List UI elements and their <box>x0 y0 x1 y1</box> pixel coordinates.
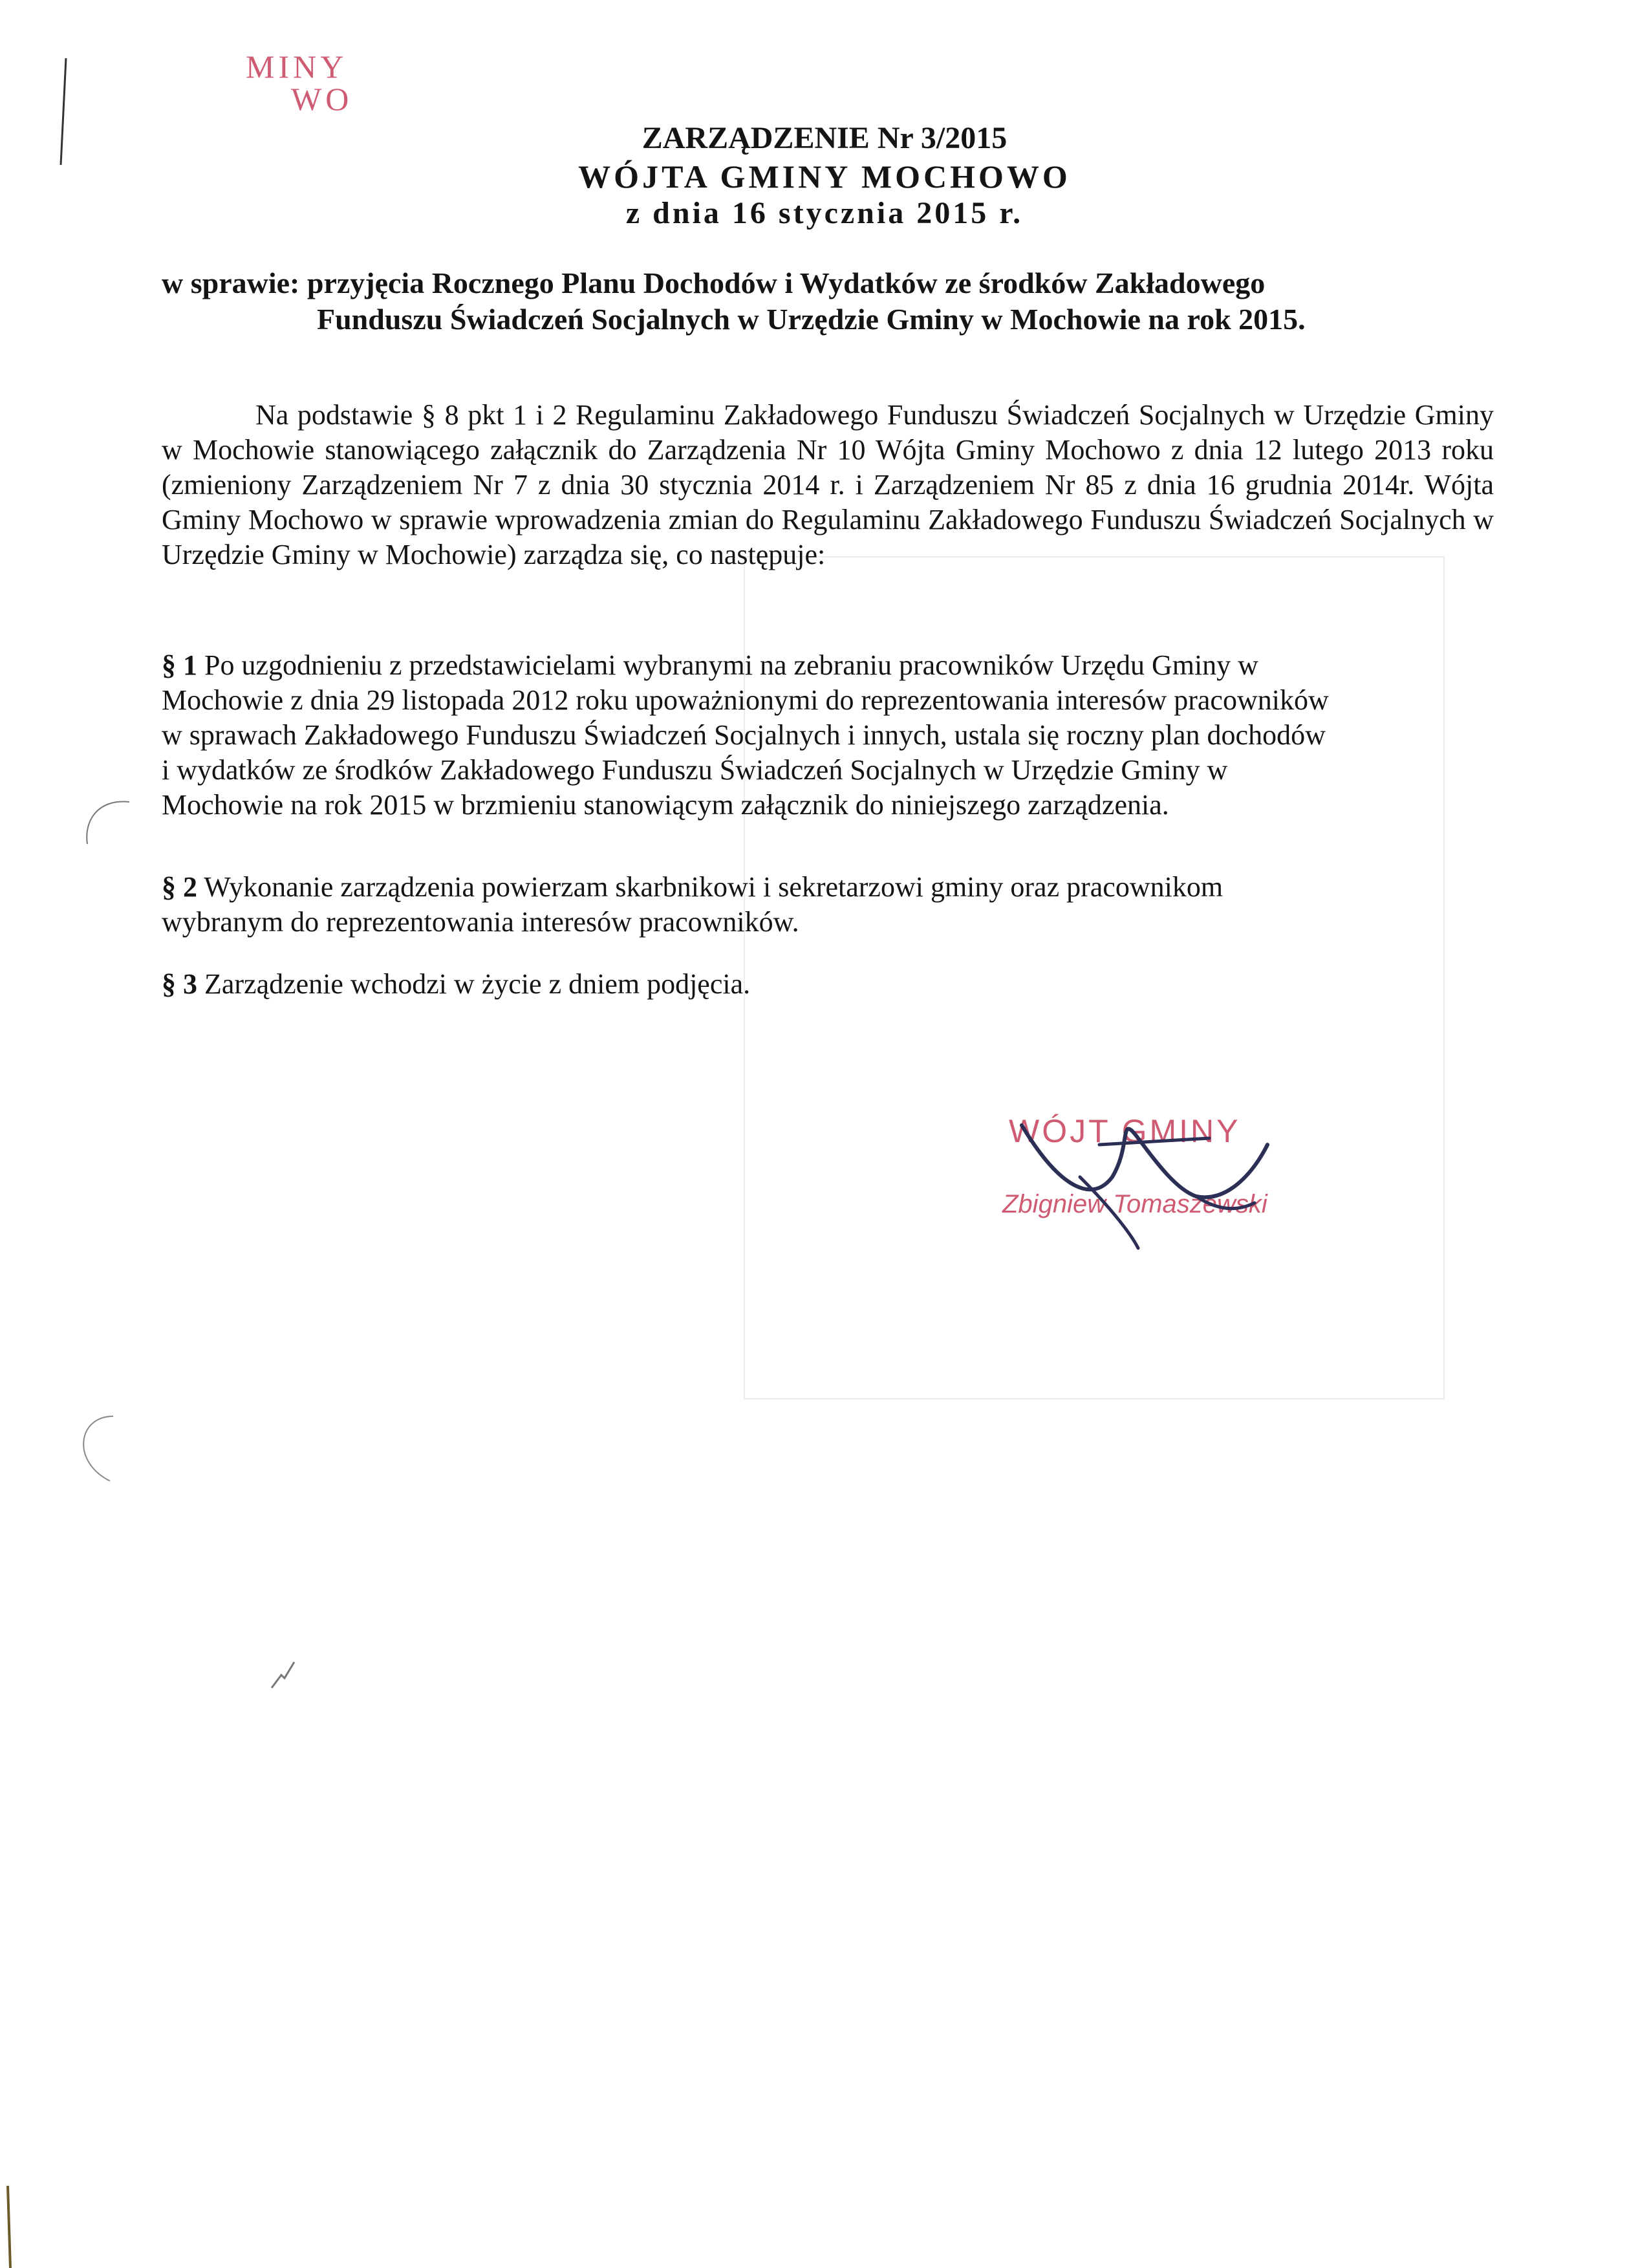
signature-name: Zbigniew Tomaszewski <box>1002 1190 1267 1218</box>
paragraph-1-line <box>162 648 1494 683</box>
stamp-line-1: MINY <box>246 49 348 85</box>
paragraph-1-line: Mochowie na rok 2015 w brzmieniu stanowiącym załącznik do niniejszego zarządzenia. <box>162 789 1169 821</box>
ink-speck <box>265 1656 304 1694</box>
issuer-line: WÓJTA GMINY MOCHOWO <box>578 158 1071 195</box>
paragraph-1-text: Po uzgodnieniu z przedstawicielami wybranymi na zebraniu pracowników Urzędu Gminy w <box>204 649 1258 681</box>
paragraph-2-mark: § 2 <box>162 871 197 903</box>
legal-basis-paragraph: Na podstawie § 8 pkt 1 i 2 Regulaminu Zakładowego Funduszu Świadczeń Socjalnych w Urzędzie Gminy w Mochowie stanowiącego załącznik do Zarządzenia Nr 10 Wójta Gminy Mochowo z dnia 12 lutego 2013 roku (zmieniony Zarządzeniem Nr 7 z dnia 30 stycznia 2014 r. i Zarządzeniem Nr 85 z dnia 16 grudnia 2014r. Wójta Gminy Mochowo w sprawie wprowadzenia zmian do Regulaminu Zakładowego Funduszu Świadczeń Socjalnych w Urzędzie Gminy w Mochowie) zarządza się, co następuje: <box>162 399 1494 570</box>
document-subject <box>162 265 1429 338</box>
paragraph-2 <box>162 870 1494 940</box>
paragraph-3-mark: § 3 <box>162 968 197 1000</box>
paragraph-2-text: Wykonanie zarządzenia powierzam skarbnikowi i sekretarzowi gminy oraz pracownikom <box>204 871 1223 903</box>
document-title: ZARZĄDZENIE Nr 3/2015 <box>641 121 1008 155</box>
paragraph-3 <box>162 967 1494 1002</box>
signature-title: WÓJT GMINY <box>1009 1113 1241 1149</box>
office-stamp <box>246 50 352 115</box>
paragraph-3-text: Zarządzenie wchodzi w życie z dniem podjęcia. <box>204 968 751 1000</box>
paragraph-1 <box>162 648 1494 823</box>
document-date: z dnia 16 stycznia 2015 r. <box>625 196 1024 230</box>
paragraph-1-line: Mochowie z dnia 29 listopada 2012 roku upoważnionymi do reprezentowania interesów pracowników <box>162 684 1329 716</box>
paragraph-2-line: wybranym do reprezentowania interesów pracowników. <box>162 906 799 938</box>
paragraph-1-line: w sprawach Zakładowego Funduszu Świadczeń Socjalnych i innych, ustala się roczny plan dochodów <box>162 719 1326 751</box>
subject-line-1: w sprawie: przyjęcia Rocznego Planu Dochodów i Wydatków ze środków Zakładowego <box>162 266 1266 299</box>
punch-hole-top <box>71 795 136 847</box>
subject-line-2: Funduszu Świadczeń Socjalnych w Urzędzie Gminy w Mochowie na rok 2015. <box>317 303 1306 336</box>
handwritten-signature <box>983 1099 1293 1255</box>
paragraph-1-mark: § 1 <box>162 649 197 681</box>
paragraph-1-line: i wydatków ze środków Zakładowego Funduszu Świadczeń Socjalnych w Urzędzie Gminy w <box>162 754 1228 786</box>
left-edge-mark <box>0 2186 19 2268</box>
punch-hole-bottom <box>65 1410 142 1487</box>
stamp-line-2: WO <box>291 81 353 117</box>
paragraph-2-line <box>162 870 1494 905</box>
